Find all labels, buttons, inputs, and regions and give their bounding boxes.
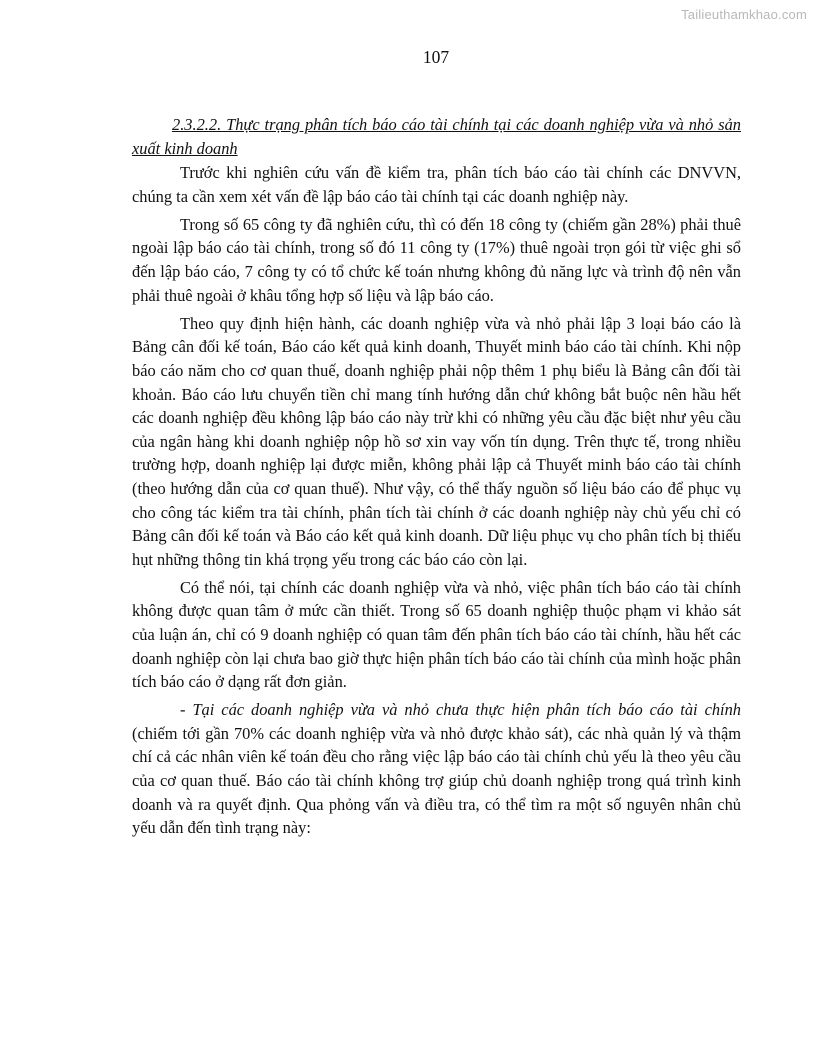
- paragraph-last: [132, 698, 741, 840]
- page-number: 107: [422, 47, 450, 67]
- paragraph: Theo quy định hiện hành, các doanh nghiệp vừa và nhỏ phải lập 3 loại báo cáo là Bảng cân đối kế toán, Báo cáo kết quả kinh doanh, Thuyết minh báo cáo tài chính. Khi nộp báo cáo năm cho cơ quan thuế, doanh nghiệp phải nộp thêm 1 phụ biểu là Bảng cân đối tài khoản. Báo cáo lưu chuyển tiền chỉ mang tính hướng dẫn chứ không bắt buộc nên hầu hết các doanh nghiệp đều không lập báo cáo này trừ khi có những yêu cầu đặc biệt như yêu cầu của ngân hàng khi doanh nghiệp nộp hồ sơ xin vay vốn tín dụng. Trên thực tế, trong nhiều trường hợp, doanh nghiệp lại được miễn, không phải lập cả Thuyết minh báo cáo tài chính (theo hướng dẫn của cơ quan thuế). Như vậy, có thể thấy nguồn số liệu báo cáo để phục vụ cho công tác kiểm tra tài chính, phân tích tài chính ở các doanh nghiệp này chủ yếu chỉ có Bảng cân đối kế toán và Báo cáo kết quả kinh doanh. Dữ liệu phục vụ cho phân tích bị thiếu hụt những thông tin khá trọng yếu trong các báo cáo còn lại.: [132, 313, 741, 569]
- paragraph: Trong số 65 công ty đã nghiên cứu, thì có đến 18 công ty (chiếm gần 28%) phải thuê ngoài lập báo cáo tài chính, trong số đó 11 công ty (17%) thuê ngoài trọn gói từ việc ghi sổ đến lập báo cáo, 7 công ty có tổ chức kế toán nhưng không đủ năng lực và trình độ nên vẫn phải thuê ngoài ở khâu tổng hợp số liệu và lập báo cáo.: [132, 214, 741, 305]
- paragraph-lead-italic: - Tại các doanh nghiệp vừa và nhỏ chưa thực hiện phân tích báo cáo tài chính: [180, 700, 741, 720]
- section-heading: 2.3.2.2. Thực trạng phân tích báo cáo tài chính tại các doanh nghiệp vừa và nhỏ sản xuất kinh doanh: [132, 115, 741, 158]
- paragraph: Có thể nói, tại chính các doanh nghiệp vừa và nhỏ, việc phân tích báo cáo tài chính không được quan tâm ở mức cần thiết. Trong số 65 doanh nghiệp thuộc phạm vi khảo sát của luận án, chỉ có 9 doanh nghiệp có quan tâm đến phân tích báo cáo tài chính, hầu hết các doanh nghiệp còn lại chưa bao giờ thực hiện phân tích báo cáo tài chính của mình hoặc phân tích báo cáo ở dạng rất đơn giản.: [132, 577, 741, 692]
- paragraph: Trước khi nghiên cứu vấn đề kiểm tra, phân tích báo cáo tài chính các DNVVN, chúng ta cần xem xét vấn đề lập báo cáo tài chính tại các doanh nghiệp này.: [132, 163, 741, 206]
- watermark: Tailieuthamkhao.com: [681, 7, 807, 22]
- document-body: [132, 113, 741, 844]
- paragraph-rest: (chiếm tới gần 70% các doanh nghiệp vừa và nhỏ được khảo sát), các nhà quản lý và thậm chí cả các nhân viên kế toán đều cho rằng việc lập báo cáo tài chính chủ yếu là theo yêu cầu của cơ quan thuế. Báo cáo tài chính không trợ giúp chủ doanh nghiệp trong quá trình kinh doanh và ra quyết định. Qua phỏng vấn và điều tra, có thể tìm ra một số nguyên nhân chủ yếu dẫn đến tình trạng này:: [132, 723, 741, 838]
